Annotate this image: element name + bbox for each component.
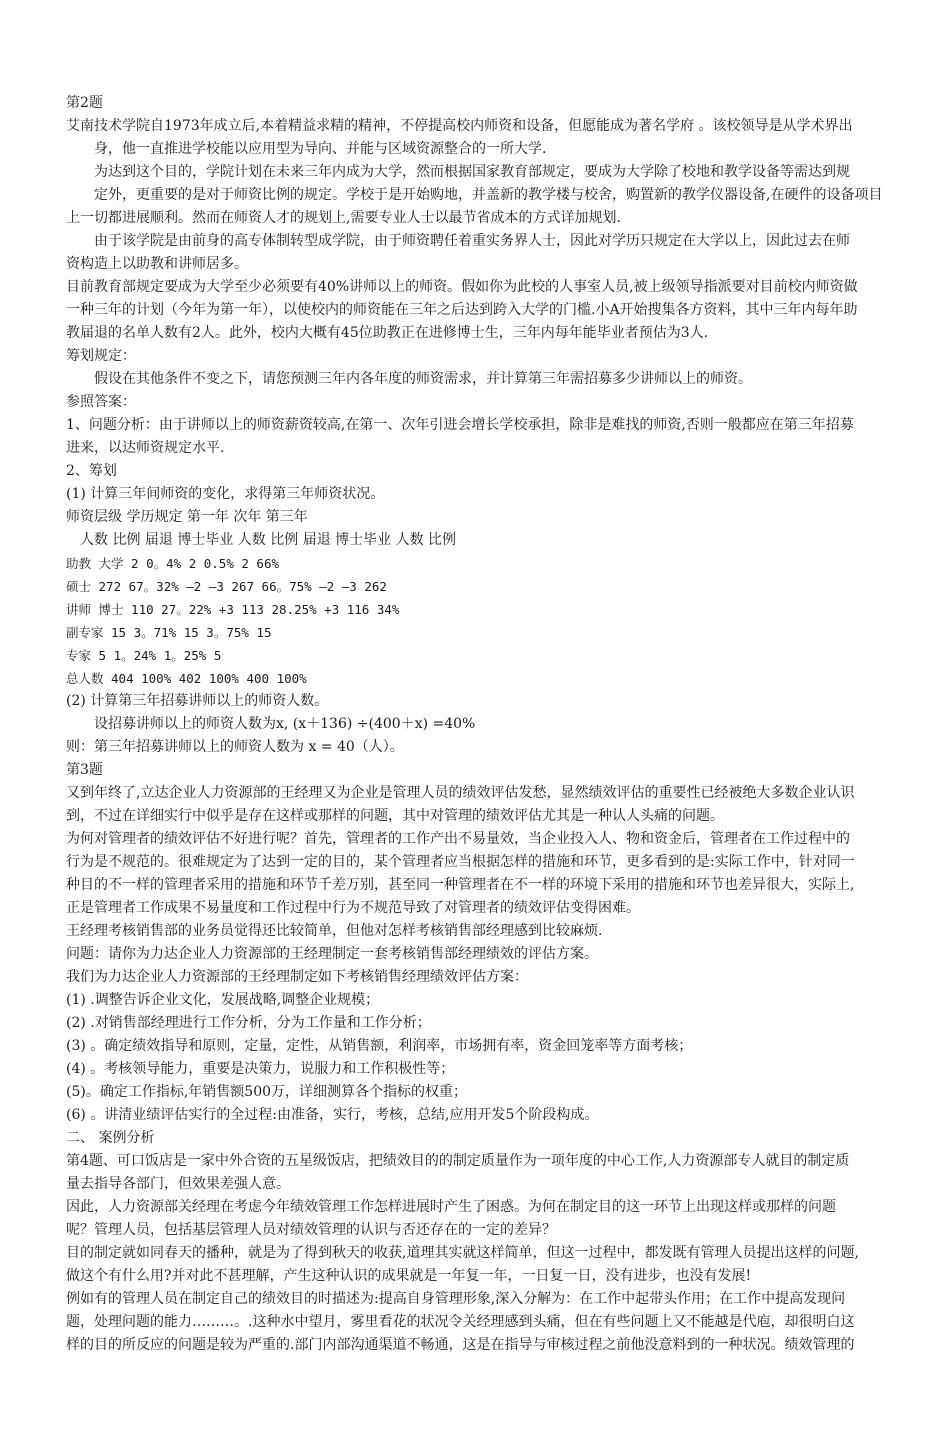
text-line: 参照答案： [66,394,136,410]
text-line: 资构造上以助教和讲师居多。 [66,256,248,272]
text-line: 身，他一直推进学校能以应用型为导向、并能与区域资源整合的一所大学. [94,141,547,157]
text-line: (1) .调整告诉企业文化，发展战略,调整企业规模； [66,992,380,1008]
text-line: 筹划规定： [66,348,136,364]
text-line: 人数 比例 届退 博士毕业 人数 比例 届退 博士毕业 人数 比例 [80,532,457,548]
text-line: 副专家 15 3。71% 15 3。75% 15 [66,625,272,640]
text-line: (1) 计算三年间师资的变化，求得第三年师资状况。 [66,486,385,502]
text-line: 一种三年的计划（今年为第一年），以使校内的师资能在三年之后达到跨入大学的门槛.小A开始搜集各方资料，其中三年内每年助 [66,302,858,318]
text-line: 行为是不规范的。很难规定为了达到一定的目的，某个管理者应当根据怎样的措施和环节，更多看到的是:实际工作中，针对同一 [66,854,855,870]
text-line: 我们为力达企业人力资源部的王经理制定如下考核销售经理绩效评估方案： [66,969,528,985]
text-line: (5)。确定工作指标,年销售额500万，详细测算各个指标的权重； [66,1084,468,1100]
text-line: (3) 。确定绩效指导和原则，定量，定性，从销售额，利润率，市场拥有率，资金回笼率等方面考核； [66,1038,693,1054]
text-line: 助教 大学 2 0。4% 2 0.5% 2 66% [66,556,280,571]
text-line: 种目的不一样的管理者采用的措施和环节千差万别，甚至同一种管理者在不一样的环境下采用的措施和环节也差异很大，实际上, [66,877,855,893]
text-line: 正是管理者工作成果不易量度和工作过程中行为不规范导致了对管理者的绩效评估变得困难。 [66,900,640,916]
text-line: 因此，人力资源部关经理在考虑今年绩效管理工作怎样进展时产生了困惑。为何在制定目的这一环节上出现这样或那样的问题 [66,1199,836,1215]
text-line: 做这个有什么用?并对此不甚理解，产生这种认识的成果就是一年复一年，一日复一日，没有进步，也没有发展! [66,1268,752,1284]
text-line: 教届退的名单人数有2人。此外，校内大概有45位助教正在进修博士生，三年内每年能毕业者预估为3人. [66,325,709,341]
text-line: 题，处理问题的能力………。.这种水中望月，雾里看花的状况令关经理感到头痛，但在有些问题上又不能越是代庖，却很明白这 [66,1314,855,1330]
text-line: 1、问题分析：由于讲师以上的师资薪资较高,在第一、次年引进会增长学校承担，除非是难找的师资,否则一般都应在第三年招募 [66,417,854,433]
text-line: 上一切都进展顺利。然而在师资人才的规划上,需要专业人士以最节省成本的方式详加规划. [66,210,621,226]
text-line: (2) .对销售部经理进行工作分析，分为工作量和工作分析； [66,1015,431,1031]
text-line: 则：第三年招募讲师以上的师资人数为 x = 40（人）。 [66,739,404,755]
text-line: 硕士 272 67。32% —2 —3 267 66。75% —2 —3 262 [66,579,387,594]
text-line: (2) 计算第三年招募讲师以上的师资人数。 [66,693,329,709]
text-line: 到，不过在详细实行中似乎是存在这样或那样的问题，其中对管理的绩效评估尤其是一种认人头痛的问题。 [66,808,724,824]
document-page [66,92,928,1357]
text-line: 量去指导各部门，但效果差强人意。 [66,1176,290,1192]
text-line: 第3题 [66,762,103,778]
text-line: 为何对管理者的绩效评估不好进行呢？首先，管理者的工作产出不易量效，当企业投入人、物和资金后，管理者在工作过程中的 [66,831,850,847]
text-line: (4) 。考核领导能力，重要是决策力，说服力和工作积极性等； [66,1061,455,1077]
text-line: 讲师 博士 110 27。22% +3 113 28.25% +3 116 34% [66,602,400,617]
text-line: 假设在其他条件不变之下，请您预测三年内各年度的师资需求，并计算第三年需招募多少讲师以上的师资。 [94,371,752,387]
text-line: 目前教育部规定要成为大学至少必须要有40%讲师以上的师资。假如你为此校的人事室人员,被上级领导指派要对目前校内师资做 [66,279,858,295]
text-line: 总人数 404 100% 402 100% 400 100% [66,671,307,686]
text-line: 2、筹划 [66,463,117,479]
text-line: 专家 5 1。24% 1。25% 5 [66,648,222,663]
text-line: 例如有的管理人员在制定自己的绩效目的时描述为:提高自身管理形象,深入分解为：在工作中起带头作用；在工作中提高发现问 [66,1291,846,1307]
text-line: 目的制定就如同春天的播种，就是为了得到秋天的收获,道理其实就这样简单，但这一过程中，都发既有管理人员提出这样的问题, [66,1245,859,1261]
text-line: 进来，以达师资规定水平. [66,440,225,456]
text-line: 呢？管理人员，包括基层管理人员对绩效管理的认识与否还存在的一定的差异？ [66,1222,556,1238]
text-line: 王经理考核销售部的业务员觉得还比较简单，但他对怎样考核销售部经理感到比较麻烦. [66,923,603,939]
text-line: (6) 。讲清业绩评估实行的全过程:由准备，实行，考核，总结,应用开发5个阶段构成。 [66,1107,599,1123]
text-line: 师资层级 学历规定 第一年 次年 第三年 [66,509,308,525]
text-line: 又到年终了,立达企业人力资源部的王经理又为企业是管理人员的绩效评估发愁，显然绩效评估的重要性已经被绝大多数企业认识 [66,785,855,801]
text-line: 二、 案例分析 [66,1130,155,1146]
text-line: 问题：请你为力达企业人力资源部的王经理制定一套考核销售部经理绩效的评估方案。 [66,946,598,962]
text-line: 设招募讲师以上的师资人数为x, (x＋136) ÷(400＋x) =40% [94,716,476,732]
text-line: 为达到这个目的，学院计划在未来三年内成为大学，然而根据国家教育部规定，要成为大学除了校地和教学设备等需达到规 [94,164,850,180]
text-line: 定外，更重要的是对于师资比例的规定。学校于是开始购地，并盖新的教学楼与校舍，购置新的教学仪器设备,在硬件的设备项目 [94,187,883,203]
text-line: 由于该学院是由前身的高专体制转型成学院，由于师资聘任着重实务界人士，因此对学历只规定在大学以上，因此过去在师 [94,233,850,249]
text-line: 第4题、可口饭店是一家中外合资的五星级饭店，把绩效目的的制定质量作为一项年度的中心工作,人力资源部专人就目的制定质 [66,1153,850,1169]
text-line: 艾南技术学院自1973年成立后,本着精益求精的精神，不停提高校内师资和设备，但愿能成为著名学府 。该校领导是从学术界出 [66,118,853,134]
text-line: 样的目的所反应的问题是较为严重的.部门内部沟通渠道不畅通，这是在指导与审核过程之前他没意料到的一种状况。绩效管理的 [66,1337,855,1353]
text-line: 第2题 [66,95,103,111]
